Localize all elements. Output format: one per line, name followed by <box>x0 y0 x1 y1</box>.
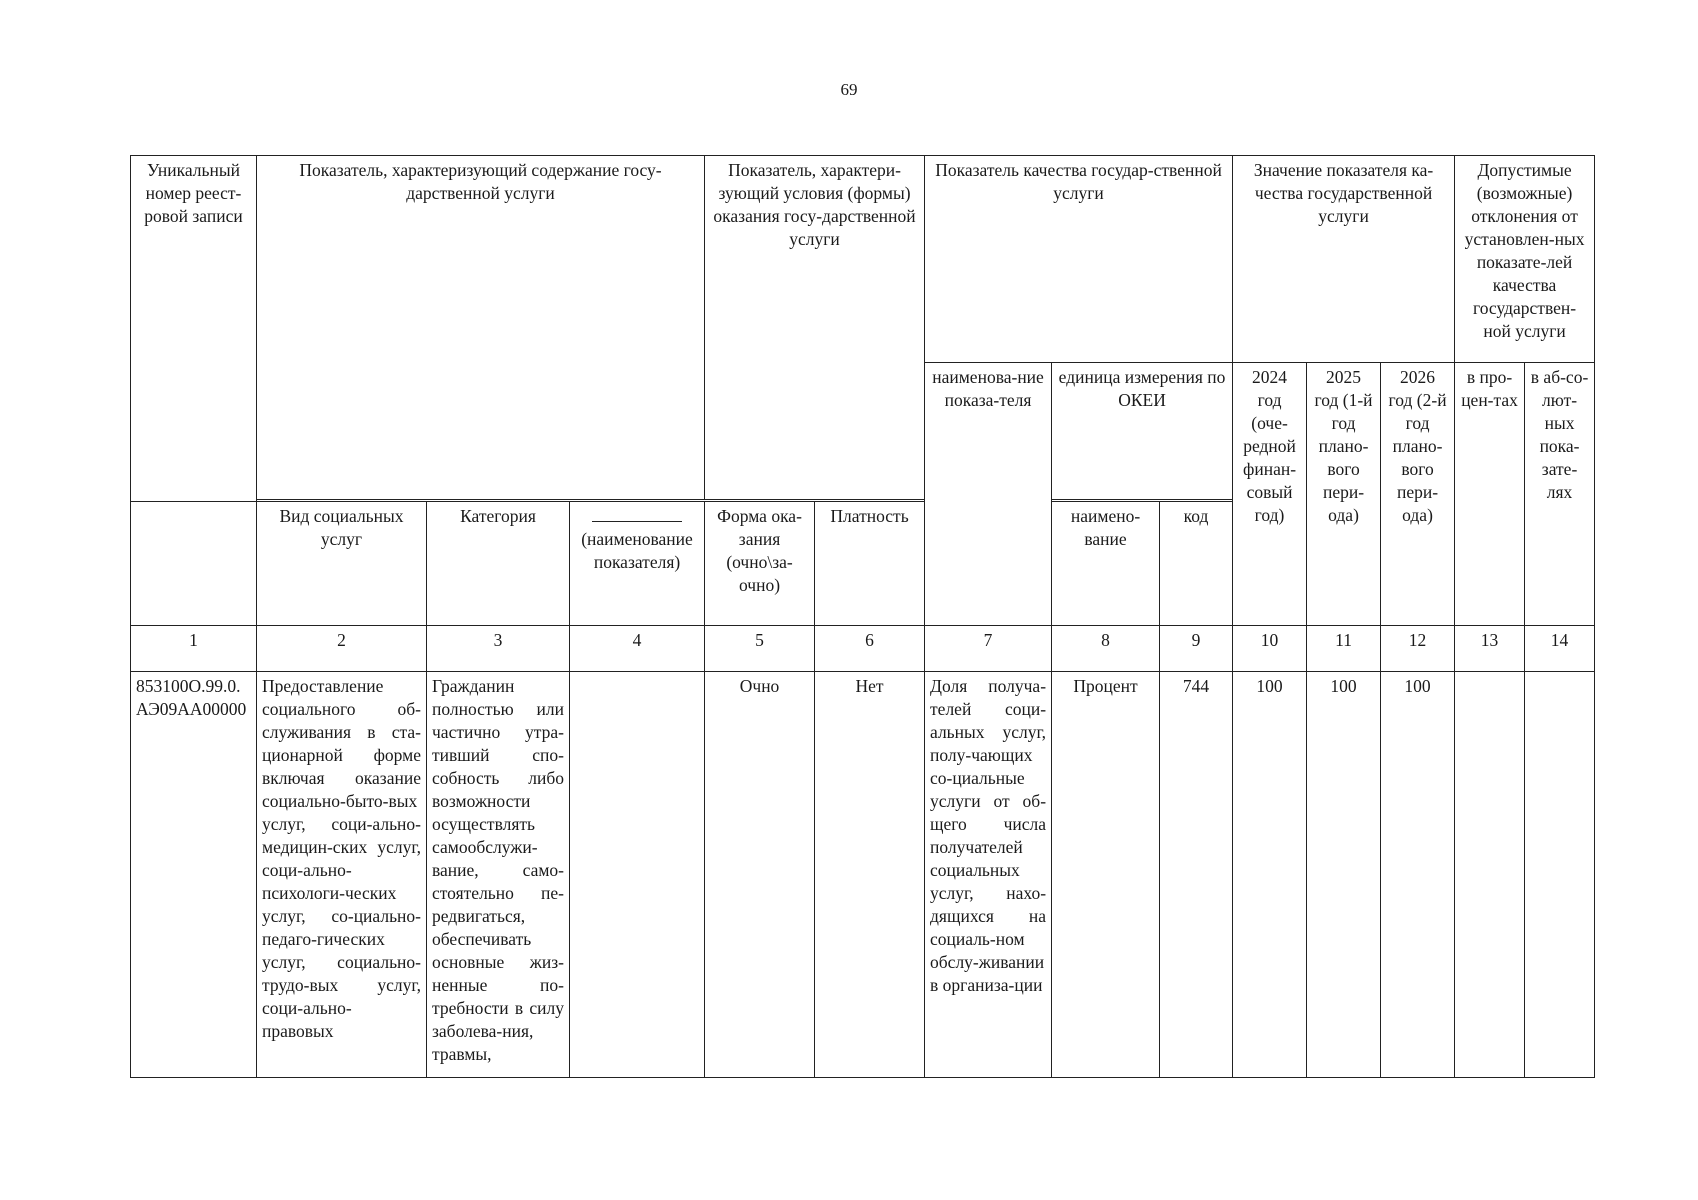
header-unique-number-continued <box>131 502 257 626</box>
cell-paid: Нет <box>815 672 925 1078</box>
header-conditions-indicator: Показатель, характери-зующий условия (формы) оказания госу-дарственной услуги <box>705 156 925 500</box>
header-quality-indicator: Показатель качества государ-ственной услуги <box>925 156 1233 363</box>
header-paid: Платность <box>815 502 925 626</box>
column-number: 5 <box>705 626 815 672</box>
page-number: 69 <box>840 80 858 99</box>
service-quality-table <box>130 155 1595 1078</box>
column-number: 9 <box>1160 626 1233 672</box>
header-indicator-placeholder-label: (наименование показателя) <box>581 529 693 572</box>
header-okei-code: код <box>1160 502 1233 626</box>
header-category: Категория <box>427 502 570 626</box>
column-number: 10 <box>1233 626 1307 672</box>
blank-line <box>592 507 682 522</box>
cell-value-2026: 100 <box>1381 672 1455 1078</box>
cell-value-2025: 100 <box>1307 672 1381 1078</box>
column-number: 12 <box>1381 626 1455 672</box>
column-number: 1 <box>131 626 257 672</box>
column-number: 14 <box>1525 626 1595 672</box>
header-okei-name: наимено-вание <box>1052 502 1160 626</box>
column-number: 7 <box>925 626 1052 672</box>
column-number: 2 <box>257 626 427 672</box>
header-year-2026: 2026 год (2-й год плано-вого пери-ода) <box>1381 363 1455 626</box>
header-indicator-placeholder <box>570 502 705 626</box>
cell-value-2024: 100 <box>1233 672 1307 1078</box>
header-year-2025: 2025 год (1-й год плано-вого пери-ода) <box>1307 363 1381 626</box>
cell-deviation-percent <box>1455 672 1525 1078</box>
cell-quality-indicator: Доля получа-телей соци-альных услуг, полу-чающих со-циальные услуги от об-щего числа получателей социальных услуг, нахо-дящихся на социаль-ном обслу-живании в организа-ции <box>925 672 1052 1078</box>
header-service-type: Вид социальных услуг <box>257 502 427 626</box>
column-number: 3 <box>427 626 570 672</box>
header-quality-value: Значение показателя ка-чества государственной услуги <box>1233 156 1455 363</box>
header-in-percent: в про-цен-тах <box>1455 363 1525 626</box>
cell-deviation-absolute <box>1525 672 1595 1078</box>
header-okei-unit: единица измерения по ОКЕИ <box>1052 363 1233 500</box>
header-in-absolute: в аб-со-лют-ных пока-зате-лях <box>1525 363 1595 626</box>
column-number: 11 <box>1307 626 1381 672</box>
header-content-indicator: Показатель, характеризующий содержание госу-дарственной услуги <box>257 156 705 500</box>
header-year-2024: 2024 год (оче-редной финан-совый год) <box>1233 363 1307 626</box>
cell-category: Гражданин полностью или частично утра-тивший спо-собность либо возможности осуществлять самообслужи-вание, само-стоятельно пе-редвигаться, обеспечивать основные жиз-ненные по-требности в силу заболева-ния, травмы, <box>427 672 570 1078</box>
column-number: 4 <box>570 626 705 672</box>
header-service-form: Форма ока-зания (очно\за-очно) <box>705 502 815 626</box>
column-number: 8 <box>1052 626 1160 672</box>
header-deviations: Допустимые (возможные) отклонения от установлен-ных показате-лей качества государствен-ной услуги <box>1455 156 1595 363</box>
header-indicator-name: наименова-ние показа-теля <box>925 363 1052 626</box>
cell-unit-name: Процент <box>1052 672 1160 1078</box>
column-number: 13 <box>1455 626 1525 672</box>
column-number: 6 <box>815 626 925 672</box>
header-unique-number: Уникальный номер реест-ровой записи <box>131 156 257 502</box>
cell-service-type: Предоставление социального об-служивания в ста-ционарной форме включая оказание социально-быто-вых услуг, соци-ально-медицин-ских услуг, соци-ально-психологи-ческих услуг, со-циально-педаго-гических услуг, социально-трудо-вых услуг, соци-ально-правовых <box>257 672 427 1078</box>
table-row <box>131 672 1595 1078</box>
cell-indicator-4 <box>570 672 705 1078</box>
cell-registry-number: 853100О.99.0.АЭ09АА00000 <box>131 672 257 1078</box>
cell-unit-code: 744 <box>1160 672 1233 1078</box>
cell-form: Очно <box>705 672 815 1078</box>
